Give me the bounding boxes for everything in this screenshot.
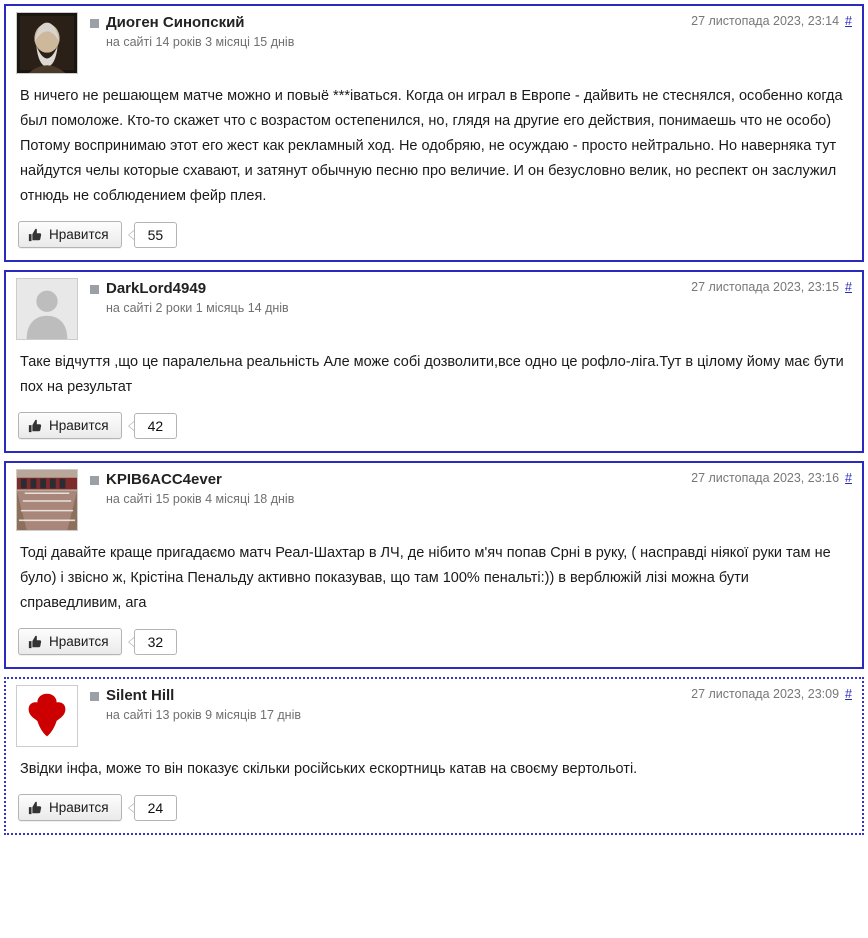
like-button-label: Нравится (49, 800, 109, 815)
timestamp-text: 27 листопада 2023, 23:09 (691, 687, 840, 701)
timestamp (691, 280, 852, 294)
comment-item (4, 677, 864, 835)
like-button-label: Нравится (49, 227, 109, 242)
timestamp-text: 27 листопада 2023, 23:15 (691, 280, 840, 294)
comments-list (4, 4, 864, 835)
thumbs-up-icon (28, 635, 42, 649)
timestamp (691, 14, 852, 28)
membership-duration: на сайті 14 років 3 місяці 15 днів (106, 35, 295, 49)
avatar[interactable] (16, 278, 78, 340)
author-name[interactable]: Диоген Синопский (106, 14, 245, 31)
comment-item (4, 4, 864, 262)
permalink-anchor[interactable]: # (845, 687, 852, 701)
comment-footer (6, 213, 862, 260)
comment-footer (6, 404, 862, 451)
thumbs-up-icon (28, 419, 42, 433)
author-name[interactable]: DarkLord4949 (106, 280, 207, 297)
comment-text: В ничего не решающем матче можно и повыё ***іваться. Когда он играл в Европе - дайвить не стеснялся, особенно когда был помоложе. Кто-то скажет что с возрастом остепенился, но, глядя на другие его действия, понимаешь что не особо) Потому воспринимаю этот его жест как рекламный ход. Не одобряю, не осуждаю - просто нейтрально. Но наверняка тут найдутся челы которые схавают, и затянут обычную песню про величие. И он безусловно велик, но респект он заслужил отнюдь не соблюдением фейр плея. (20, 88, 843, 204)
comment-footer (6, 786, 862, 833)
timestamp (691, 687, 852, 701)
author-name[interactable]: Silent Hill (106, 687, 175, 704)
like-button-label: Нравится (49, 418, 109, 433)
like-count: 24 (134, 795, 178, 821)
timestamp-text: 27 листопада 2023, 23:16 (691, 471, 840, 485)
like-button[interactable] (18, 794, 122, 821)
like-button[interactable] (18, 628, 122, 655)
comment-text: Таке відчуття ,що це паралельна реальність Але може собі дозволити,все одно це рофло-ліга.Тут в цілому йому має бути пох на результат (20, 354, 844, 395)
avatar[interactable] (16, 685, 78, 747)
like-count-bubble (134, 222, 178, 248)
membership-duration: на сайті 15 років 4 місяці 18 днів (106, 492, 295, 506)
like-count: 42 (134, 413, 178, 439)
permalink-anchor[interactable]: # (845, 280, 852, 294)
timestamp (691, 471, 852, 485)
author-name[interactable]: KPIB6ACC4ever (106, 471, 222, 488)
thumbs-up-icon (28, 228, 42, 242)
comment-header (6, 6, 862, 78)
comment-footer (6, 620, 862, 667)
status-square-icon (90, 476, 99, 485)
permalink-anchor[interactable]: # (845, 14, 852, 28)
thumbs-up-icon (28, 801, 42, 815)
like-button[interactable] (18, 412, 122, 439)
timestamp-text: 27 листопада 2023, 23:14 (691, 14, 840, 28)
like-count: 55 (134, 222, 178, 248)
like-count: 32 (134, 629, 178, 655)
status-square-icon (90, 692, 99, 701)
comment-header (6, 463, 862, 535)
membership-duration: на сайті 2 роки 1 місяць 14 днів (106, 301, 289, 315)
permalink-anchor[interactable]: # (845, 471, 852, 485)
avatar[interactable] (16, 12, 78, 74)
status-square-icon (90, 19, 99, 28)
avatar[interactable] (16, 469, 78, 531)
comment-text: Звідки інфа, може то він показує скільки російських ескортниць катав на своєму вертольоті. (20, 761, 638, 777)
like-button[interactable] (18, 221, 122, 248)
status-square-icon (90, 285, 99, 294)
like-count-bubble (134, 629, 178, 655)
comment-item (4, 270, 864, 453)
comment-text: Тоді давайте краще пригадаємо матч Реал-Шахтар в ЛЧ, де нібито м'яч попав Срні в руку, ( насправді ніякої руки там не було) і звісно ж, Крістіна Пенальду активно показував, що там 100% пенальті:)) в верблюжій лізі можна бути справедливим, ага (20, 545, 831, 611)
comment-header (6, 272, 862, 344)
like-button-label: Нравится (49, 634, 109, 649)
like-count-bubble (134, 795, 178, 821)
comment-header (6, 679, 862, 751)
like-count-bubble (134, 413, 178, 439)
comment-item (4, 461, 864, 669)
membership-duration: на сайті 13 років 9 місяців 17 днів (106, 708, 301, 722)
